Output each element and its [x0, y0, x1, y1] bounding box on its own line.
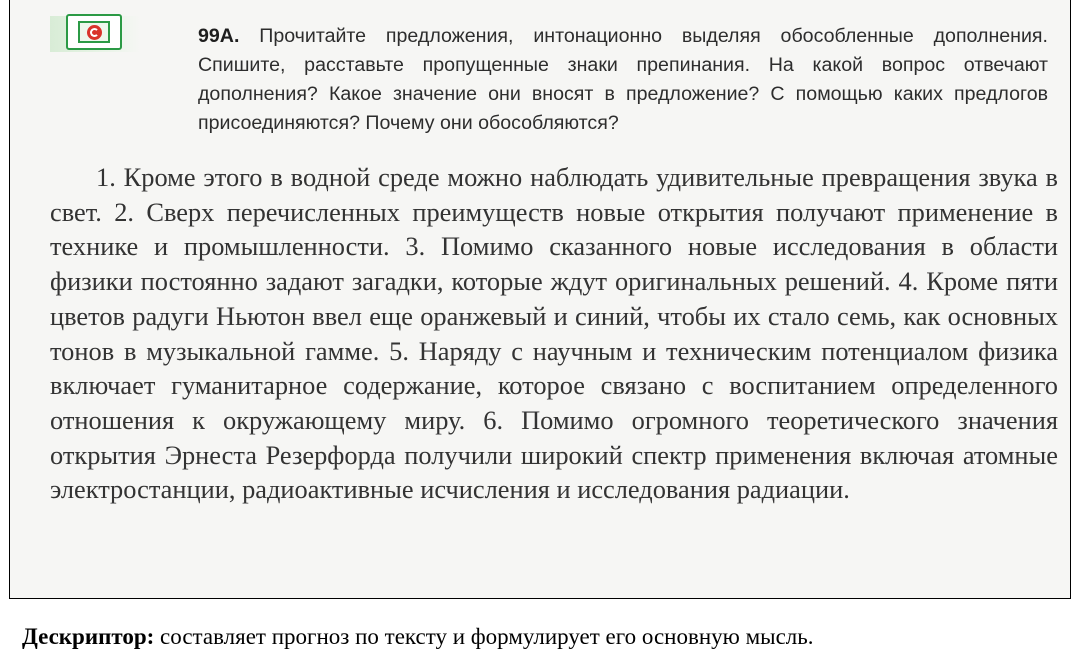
descriptor-text: составляет прогноз по тексту и формулирует его основную мысль.: [154, 624, 814, 649]
instruction-text: Прочитайте предложения, интонационно выделяя обособленные дополнения. Спишите, расставьте пропущенные знаки препинания. На какой вопрос отвечают дополнения? Какое значение они вносят в предложение? С помощью каких предлогов присоединяются? Почему они обособляются?: [198, 25, 1048, 134]
exercise-number: 99А.: [198, 25, 240, 47]
textbook-scan: [9, 0, 1071, 599]
repeat-exercise-icon: [66, 14, 122, 50]
exercise-text: 1. Кроме этого в водной среде можно наблюдать удивительные превращения звука в свет. 2. Сверх перечисленных преимуществ новые открытия получают применение в технике и промышленности. 3. Помимо сказанного новые исследования в области физики постоянно задают загадки, которые ждут оригинальных решений. 4. Кроме пяти цветов радуги Ньютон ввел еще оранжевый и синий, чтобы их стало семь, как основных тонов в музыкальной гамме. 5. Наряду с научным и техническим потенциалом физика включает гуманитарное содержание, которое связано с воспитанием определенного отношения к окружающему миру. 6. Помимо огромного теоретического значения открытия Эрнеста Резерфорда получили широкий спектр применения включая атомные электростанции, радиоактивные исчисления и исследования радиации.: [50, 162, 1058, 505]
exercise-instruction: [198, 22, 1048, 138]
descriptor-line: [22, 622, 1062, 652]
descriptor-label: Дескриптор:: [22, 624, 155, 649]
repeat-arrow-icon: [87, 25, 102, 40]
